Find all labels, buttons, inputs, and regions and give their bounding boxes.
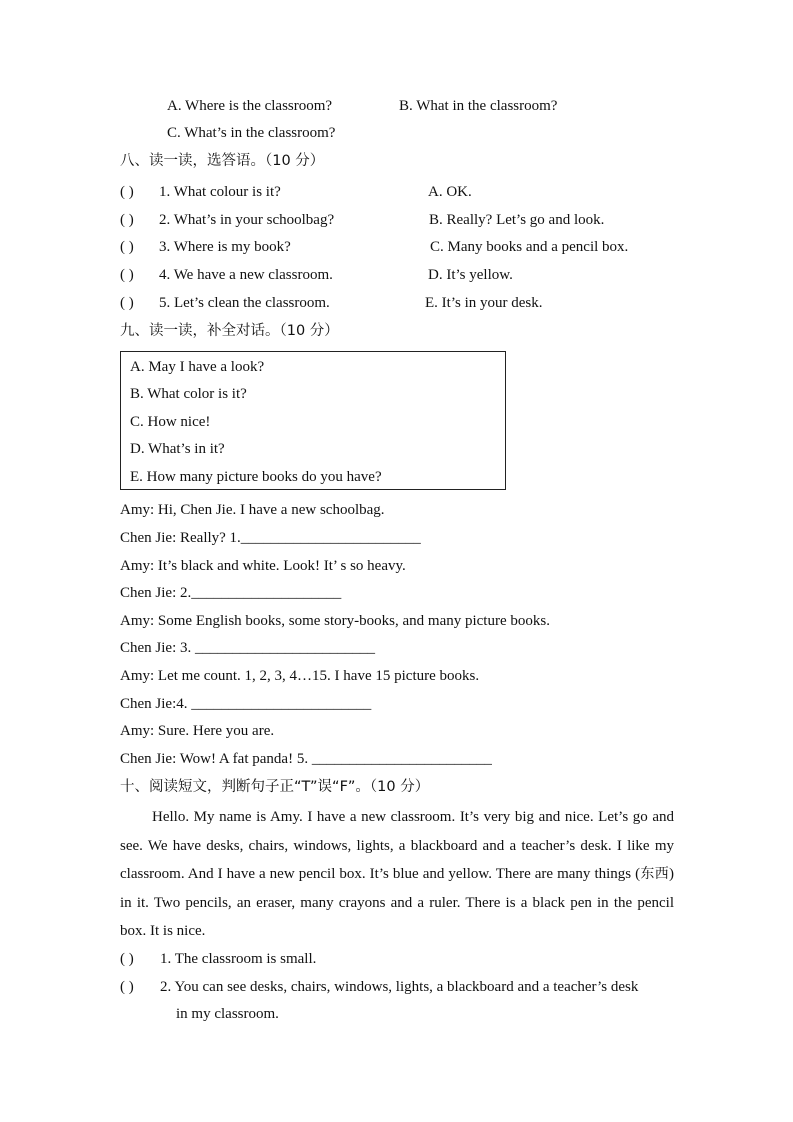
tf-statement-2: 2. You can see desks, chairs, windows, lights, a blackboard and a teacher’s desk bbox=[160, 979, 639, 995]
s8-paren-5: ( ) bbox=[120, 295, 134, 311]
section9-title: 九、读一读，补全对话。（10 分） bbox=[120, 323, 339, 339]
s8-answer-b: B. Really? Let’s go and look. bbox=[429, 212, 605, 228]
s8-answer-a: A. OK. bbox=[428, 184, 472, 200]
s8-paren-1: ( ) bbox=[120, 184, 134, 200]
prev-option-c: C. What’s in the classroom? bbox=[167, 125, 336, 141]
dialogue-line-10: Chen Jie: Wow! A fat panda! 5. ________________________ bbox=[120, 751, 492, 767]
s8-question-4: 4. We have a new classroom. bbox=[159, 267, 333, 283]
tf-statement-1: 1. The classroom is small. bbox=[160, 951, 317, 967]
passage-cn-gloss: 东西 bbox=[640, 866, 669, 882]
reading-passage bbox=[120, 803, 674, 946]
s9-option-e: E. How many picture books do you have? bbox=[130, 469, 382, 485]
dialogue-line-4: Chen Jie: 2.____________________ bbox=[120, 585, 342, 601]
s8-paren-2: ( ) bbox=[120, 212, 134, 228]
prev-option-a: A. Where is the classroom? bbox=[167, 98, 333, 114]
s9-option-c: C. How nice! bbox=[130, 414, 211, 430]
dialogue-line-2: Chen Jie: Really? 1.________________________ bbox=[120, 530, 421, 546]
s8-paren-3: ( ) bbox=[120, 239, 134, 255]
passage-part-1: Hello. My name is Amy. I have a new classroom. It’s very big and nice. Let’s go and see. We have desks, chairs, windows, lights, a blackboard and a teacher’s desk. I like my classroom. And I have a new pencil box. It’s blue and yellow. There are many things ( bbox=[120, 809, 674, 882]
s9-option-a: A. May I have a look? bbox=[130, 359, 265, 375]
s8-question-3: 3. Where is my book? bbox=[159, 239, 291, 255]
prev-option-b: B. What in the classroom? bbox=[399, 98, 558, 114]
dialogue-line-6: Chen Jie: 3. ________________________ bbox=[120, 640, 375, 656]
s8-answer-e: E. It’s in your desk. bbox=[425, 295, 543, 311]
s8-answer-d: D. It’s yellow. bbox=[428, 267, 513, 283]
dialogue-line-8: Chen Jie:4. ________________________ bbox=[120, 696, 372, 712]
dialogue-line-9: Amy: Sure. Here you are. bbox=[120, 723, 275, 739]
tf-statement-2-cont: in my classroom. bbox=[176, 1006, 279, 1022]
tf-paren-1: ( ) bbox=[120, 951, 134, 967]
s9-option-d: D. What’s in it? bbox=[130, 441, 225, 457]
tf-paren-2: ( ) bbox=[120, 979, 134, 995]
passage-part-2: ) in it. Two pencils, an eraser, many crayons and a ruler. There is a black pen in the pencil box. It is nice. bbox=[120, 866, 674, 939]
s8-question-1: 1. What colour is it? bbox=[159, 184, 281, 200]
s8-answer-c: C. Many books and a pencil box. bbox=[430, 239, 629, 255]
section10-title: 十、阅读短文，判断句子正“T”误“F”。（10 分） bbox=[120, 779, 430, 795]
dialogue-line-3: Amy: It’s black and white. Look! It’ s so heavy. bbox=[120, 558, 406, 574]
section8-title: 八、读一读，选答语。（10 分） bbox=[120, 153, 325, 169]
dialogue-line-1: Amy: Hi, Chen Jie. I have a new schoolbag. bbox=[120, 502, 385, 518]
dialogue-line-5: Amy: Some English books, some story-books, and many picture books. bbox=[120, 613, 550, 629]
s8-question-2: 2. What’s in your schoolbag? bbox=[159, 212, 335, 228]
s8-paren-4: ( ) bbox=[120, 267, 134, 283]
s8-question-5: 5. Let’s clean the classroom. bbox=[159, 295, 330, 311]
dialogue-line-7: Amy: Let me count. 1, 2, 3, 4…15. I have 15 picture books. bbox=[120, 668, 480, 684]
s9-option-b: B. What color is it? bbox=[130, 386, 247, 402]
